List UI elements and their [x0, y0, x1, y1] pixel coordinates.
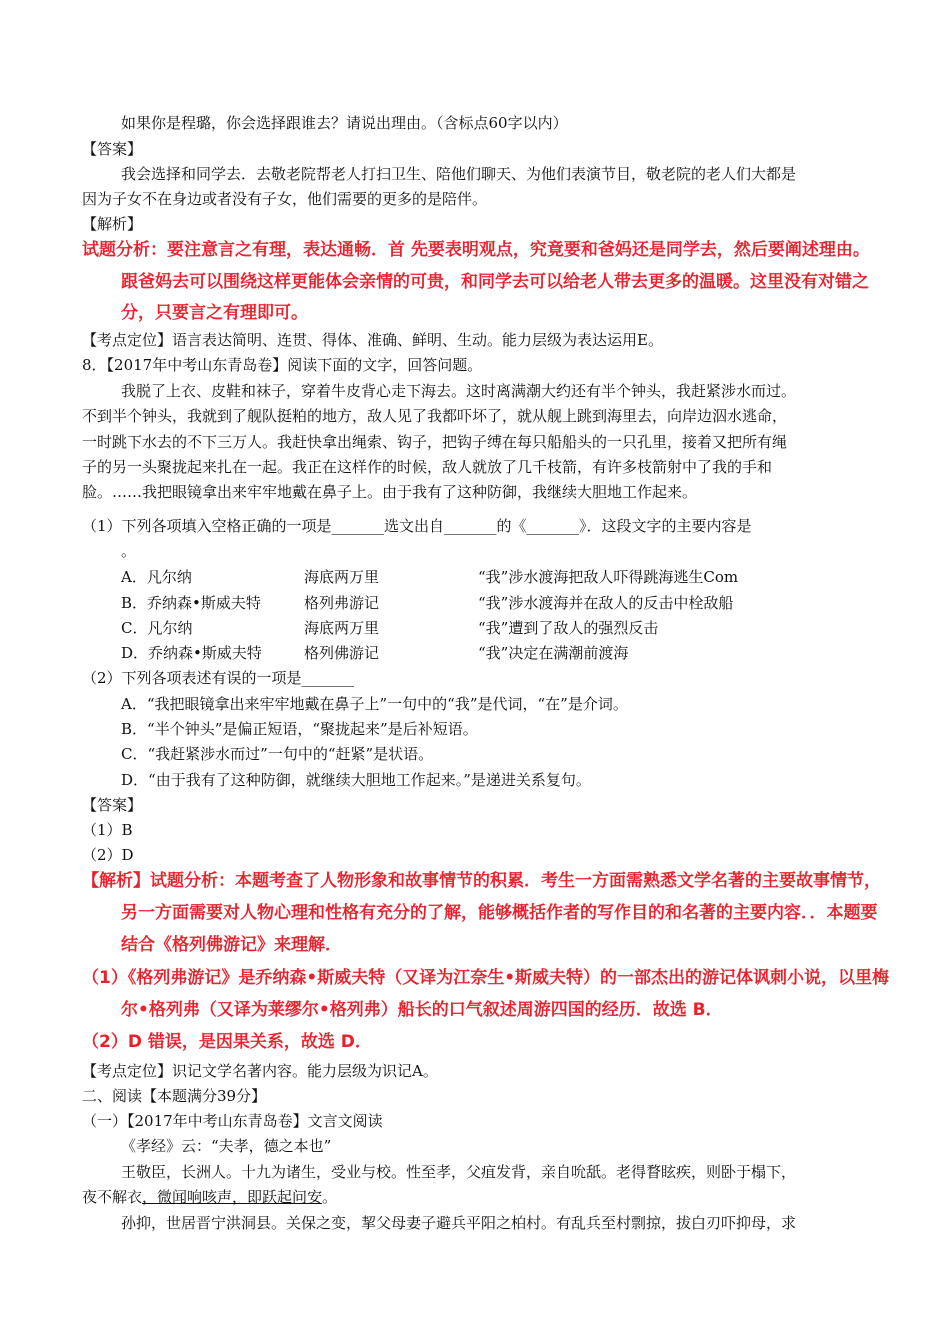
- q7-question: 如果你是程璐，你会选择跟谁去？请说出理由。（含标点60字以内）: [121, 114, 568, 132]
- q8-answer-1: （1）B: [82, 821, 133, 839]
- section2-para1-line-2: [82, 1187, 337, 1207]
- q8-analysis-line-1: [82, 870, 881, 892]
- section2-para1-plain: 夜不解衣: [82, 1188, 143, 1206]
- q8-analysis-line-4: （1）《格列弗游记》是乔纳森•斯威夫特（又译为江奈生•斯威夫特）的一部杰出的游记体讽刺小说，以里梅: [82, 968, 890, 988]
- q8-sub1-option-b-content: “我”涉水渡海并在敌人的反击中栓敌船: [478, 594, 734, 612]
- section2-para1-line-1: 王敬臣，长洲人。十九为诸生，受业与校。性至孝，父疽发背，亲自吮舐。老得瞀眩疾，则卧于榻下，: [121, 1163, 797, 1181]
- q7-analysis-line-3: 分，只要言之有理即可。: [121, 303, 308, 323]
- q8-sub2-stem: （2）下列各项表述有误的一项是_______: [82, 669, 355, 687]
- q7-analysis-line-1: 试题分析：要注意言之有理，表达通畅．首 先要表明观点，究竟要和爸妈还是同学去，然后要阐述理由。: [82, 240, 870, 260]
- q8-analysis-label: 【解析】: [82, 871, 150, 891]
- q8-analysis-text-1: 试题分析：本题考查了人物形象和故事情节的积累．考生一方面需熟悉文学名著的主要故事情节，: [150, 871, 881, 891]
- q7-answer-line-1: 我会选择和同学去．去敬老院帮老人打扫卫生、陪他们聊天、为他们表演节目，敬老院的老人们大都是: [121, 165, 797, 183]
- q8-point: 【考点定位】识记文学名著内容。能力层级为识记A。: [82, 1062, 438, 1080]
- q8-sub1-option-a-letter: A．凡尔纳: [121, 568, 192, 586]
- q8-sub1-option-c-book: 海底两万里: [304, 619, 380, 637]
- q8-analysis-line-6: （2）D 错误，是因果关系，故选 D．: [82, 1032, 372, 1052]
- q8-sub1-option-a-content: “我”涉水渡海把敌人吓得跳海逃生Com: [478, 568, 739, 586]
- q8-sub1-stem: （1）下列各项填入空格正确的一项是_______选文出自_______的《_______》．这段文字的主要内容是: [82, 517, 752, 535]
- section2-heading: 《孝经》云：“夫孝，德之本也”: [121, 1137, 332, 1155]
- q8-sub1-stem-tail: 。: [121, 542, 137, 560]
- q8-sub2-option-c: C．“我赶紧涉水而过”一句中的“赶紧”是状语。: [121, 745, 434, 763]
- q7-answer-line-2: 因为子女不在身边或者没有子女，他们需要的更多的是陪伴。: [82, 190, 488, 208]
- section2-para1-end: 。: [322, 1188, 338, 1206]
- q7-analysis-label: 【解析】: [82, 215, 143, 233]
- q8-sub1-option-b-book: 格列弗游记: [304, 594, 380, 612]
- q8-title: 8．【2017年中考山东青岛卷】阅读下面的文字，回答问题。: [82, 356, 483, 374]
- section2-sub-title: （一）【2017年中考山东青岛卷】文言文阅读: [82, 1112, 383, 1130]
- q7-point: 【考点定位】语言表达简明、连贯、得体、准确、鲜明、生动。能力层级为表达运用E。: [82, 331, 663, 349]
- q7-analysis-line-2: 跟爸妈去可以围绕这样更能体会亲情的可贵，和同学去可以给老人带去更多的温暖。这里没有对错之: [121, 272, 869, 292]
- q8-sub2-option-a: A．“我把眼镜拿出来牢牢地戴在鼻子上”一句中的“我”是代词，“在”是介词。: [121, 695, 628, 713]
- section2-title: 二、阅读【本题满分39分】: [82, 1087, 267, 1105]
- section2-para1-underlined: ，微闻响咳声，即跃起问安: [142, 1188, 323, 1206]
- section2-para2-line-1: 孙抑，世居晋宁洪洞县。关保之变，挈父母妻子避兵平阳之柏村。有乱兵至村剽掠，拔白刃吓抑母，求: [121, 1214, 797, 1232]
- q8-analysis-line-3: 结合《格列佛游记》来理解．: [121, 935, 342, 955]
- q8-passage-line-4: 子的另一头聚拢起来扎在一起。我正在这样作的时候，敌人就放了几千枝箭，有许多枝箭射中了我的手和: [82, 458, 773, 476]
- q8-sub1-option-d-content: “我”决定在满潮前渡海: [478, 644, 629, 662]
- q7-answer-label: 【答案】: [82, 140, 143, 158]
- q8-sub1-option-c-content: “我”遭到了敌人的强烈反击: [478, 619, 659, 637]
- q8-passage-line-2: 不到半个钟头，我就到了舰队挺粕的地方，敌人见了我都吓坏了，就从舰上跳到海里去，向岸边泅水逃命，: [82, 407, 788, 425]
- q8-sub2-option-b: B．“半个钟头”是偏正短语，“聚拢起来”是后补短语。: [121, 720, 478, 738]
- q8-sub1-option-d-book: 格列佛游记: [304, 644, 380, 662]
- q8-answer-2: （2）D: [82, 846, 134, 864]
- q8-analysis-line-5: 尔•格列弗（又译为莱缪尔•格列弗）船长的口气叙述周游四国的经历．故选 B．: [121, 1000, 723, 1020]
- q8-sub1-option-c-letter: C．凡尔纳: [121, 619, 193, 637]
- q8-passage-line-5: 脸。……我把眼镜拿出来牢牢地戴在鼻子上。由于我有了这种防御，我继续大胆地工作起来。: [82, 483, 698, 501]
- q8-sub1-option-a-book: 海底两万里: [304, 568, 380, 586]
- q8-sub1-option-d-letter: D．乔纳森•斯威夫特: [121, 644, 262, 662]
- q8-passage-line-3: 一时跳下水去的不下三万人。我赶快拿出绳索、钩子，把钩子缚在每只船船头的一只孔里，接着又把所有绳: [82, 433, 788, 451]
- q8-sub1-option-b-letter: B．乔纳森•斯威夫特: [121, 594, 261, 612]
- q8-sub2-option-d: D．“由于我有了这种防御，就继续大胆地工作起来。”是递进关系复句。: [121, 771, 591, 789]
- q8-answer-label: 【答案】: [82, 796, 143, 814]
- q8-analysis-line-2: 另一方面需要对人物心理和性格有充分的了解，能够概括作者的写作目的和名著的主要内容．．本题要: [121, 903, 878, 923]
- q8-passage-line-1: 我脱了上衣、皮鞋和袜子，穿着牛皮背心走下海去。这时离满潮大约还有半个钟头，我赶紧涉水而过。: [121, 382, 797, 400]
